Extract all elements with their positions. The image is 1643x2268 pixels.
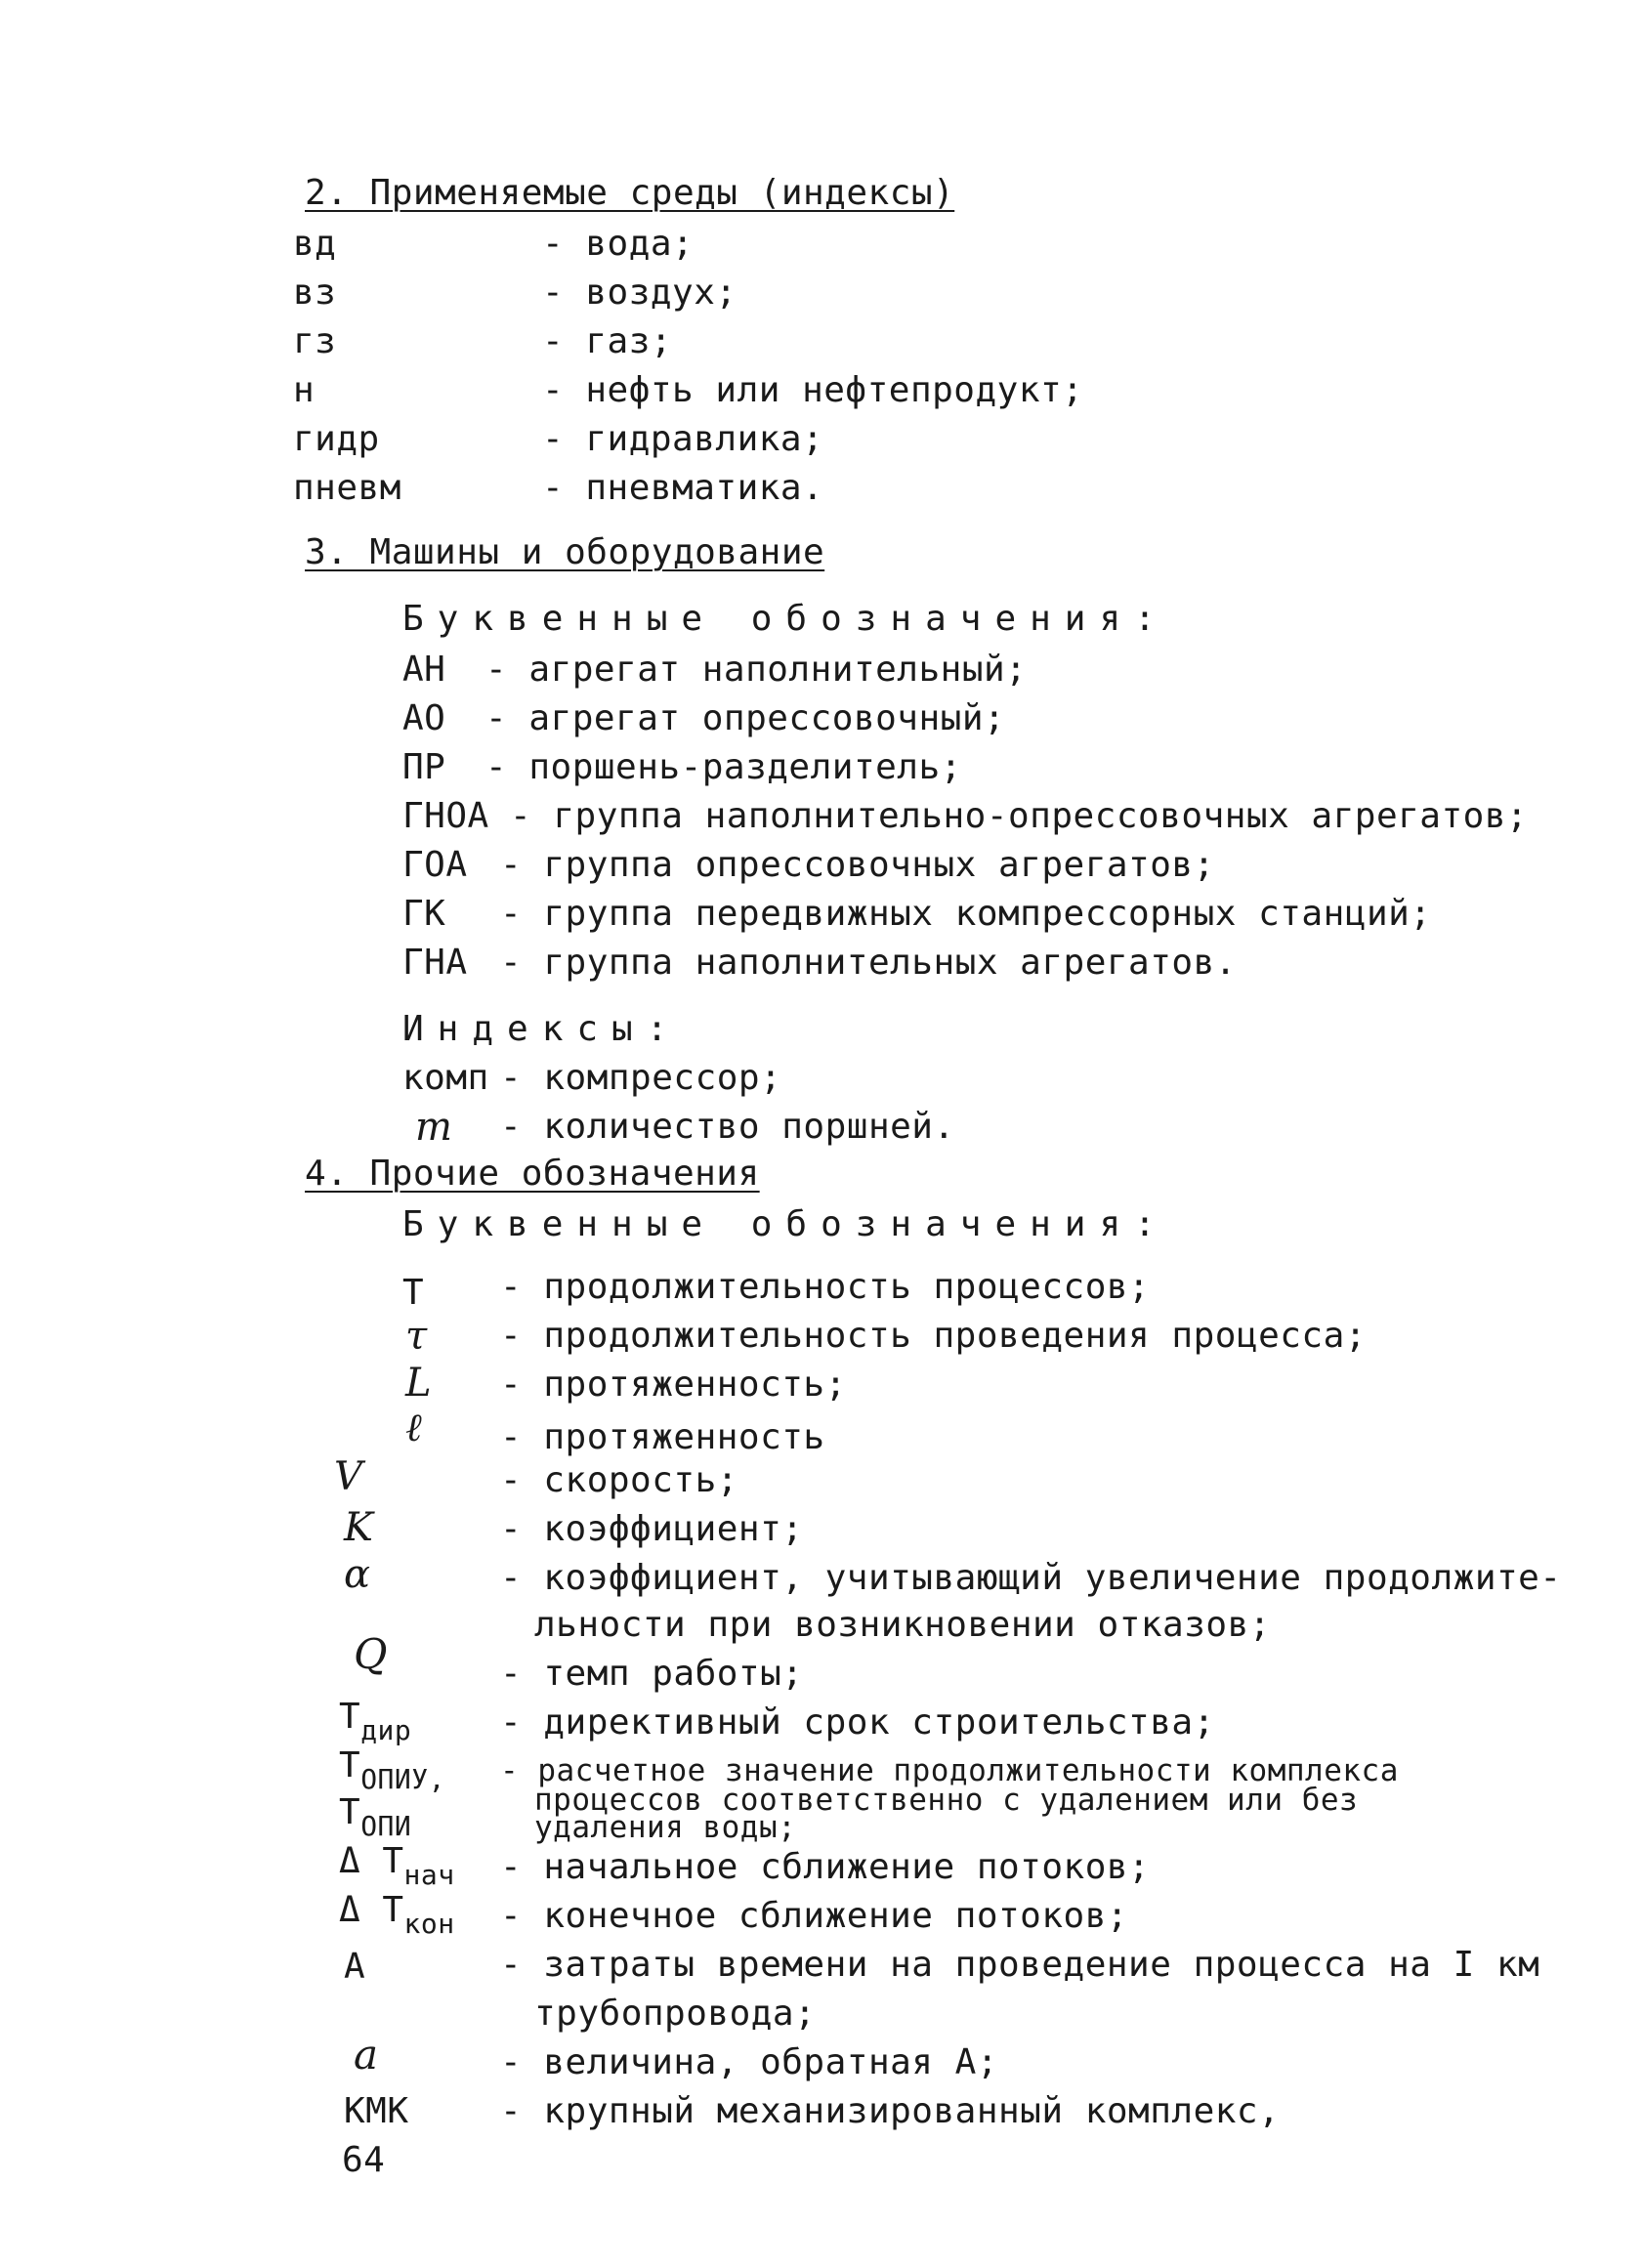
index-heading: Индексы: (402, 1009, 682, 1049)
symbol-main: Δ Т (339, 1841, 404, 1881)
machine-desc: - агрегат опрессовочный; (485, 698, 1006, 738)
symbol-main: Т (339, 1697, 361, 1737)
symbol-desc: - крупный механизированный комплекс, (500, 2091, 1281, 2131)
index-key: гидр (293, 419, 380, 459)
symbol-key (339, 1696, 412, 1746)
symbol-subscript: ОПИУ, (360, 1763, 445, 1795)
machine-key: ГНА (402, 943, 468, 983)
symbol-subscript: ОПИ (360, 1810, 412, 1842)
index-key: пневм (293, 468, 401, 508)
machine-key: ГОА (402, 845, 468, 885)
symbol-desc: - коэффициент; (500, 1509, 804, 1549)
symbol-key: α (344, 1552, 371, 1597)
machine-key: ПР (402, 747, 446, 787)
symbol-desc: - продолжительность проведения процесса; (500, 1316, 1367, 1356)
symbol-desc-cont: удаления воды; (534, 1810, 797, 1845)
symbol-key: L (405, 1361, 433, 1406)
symbol-key: КМК (344, 2091, 409, 2131)
symbol-main: Т (339, 1745, 361, 1785)
symbol-desc: - конечное сближение потоков; (500, 1896, 1129, 1936)
index-key: комп (402, 1058, 489, 1098)
symbol-desc: - коэффициент, учитывающий увеличение продолжите- (500, 1558, 1562, 1598)
symbol-subscript: кон (403, 1908, 455, 1940)
machine-key: АН (402, 650, 446, 690)
symbol-key (339, 1744, 445, 1795)
symbol-subscript: дир (360, 1714, 412, 1746)
symbol-desc: - расчетное значение продолжительности комплекса (500, 1753, 1399, 1788)
machine-desc: - группа опрессовочных агрегатов; (500, 845, 1215, 885)
symbol-key: K (344, 1505, 374, 1550)
symbol-desc: - протяженность; (500, 1365, 847, 1405)
symbol-key: ℓ (405, 1406, 423, 1450)
letters-heading: Буквенные обозначения: (402, 599, 1169, 639)
symbol-main: Δ Т (339, 1890, 404, 1930)
index-desc: - пневматика. (542, 468, 824, 508)
symbol-desc: - темп работы; (500, 1654, 804, 1694)
machine-desc: - группа наполнительно-опрессовочных агрегатов; (510, 796, 1529, 836)
symbol-key: А (344, 1947, 366, 1987)
symbol-key (339, 1889, 455, 1940)
symbol-desc: - продолжительность процессов; (500, 1267, 1151, 1307)
symbol-desc-cont: процессов соответственно с удалением или без (534, 1783, 1359, 1818)
symbol-desc-cont: льности при возникновении отказов; (534, 1605, 1271, 1645)
section-2-title: 2. Применяемые среды (индексы) (305, 173, 955, 213)
section-4-title: 4. Прочие обозначения (305, 1154, 760, 1194)
machine-desc: - группа наполнительных агрегатов. (500, 943, 1237, 983)
letters-heading: Буквенные обозначения: (402, 1204, 1169, 1244)
machine-key: ГК (402, 894, 446, 934)
machine-key: ГНОА (402, 796, 489, 836)
index-desc: - вода; (542, 224, 695, 264)
symbol-key (339, 1840, 455, 1891)
index-desc: - воздух; (542, 273, 737, 313)
index-desc: - количество поршней. (500, 1107, 955, 1147)
index-key-symbol: m (415, 1105, 453, 1150)
machine-key: АО (402, 698, 446, 738)
symbol-desc: - величина, обратная А; (500, 2042, 998, 2082)
symbol-subscript: нач (403, 1859, 455, 1891)
index-desc: - нефть или нефтепродукт; (542, 370, 1084, 410)
machine-desc: - поршень-разделитель; (485, 747, 962, 787)
machine-desc: - группа передвижных компрессорных станций; (500, 894, 1432, 934)
index-key: гз (293, 321, 337, 361)
symbol-key: Q (354, 1630, 388, 1678)
index-desc: - гидравлика; (542, 419, 824, 459)
symbol-desc-cont: трубопровода; (534, 1994, 817, 2034)
index-desc: - газ; (542, 321, 673, 361)
symbol-desc: - начальное сближение потоков; (500, 1847, 1151, 1887)
symbol-key (339, 1791, 412, 1842)
symbol-desc: - протяженность (500, 1417, 825, 1457)
page-number: 64 (342, 2140, 386, 2180)
symbol-desc: - директивный срок строительства; (500, 1702, 1215, 1743)
index-key: н (293, 370, 316, 410)
index-desc: - компрессор; (500, 1058, 782, 1098)
symbol-key: Т (402, 1273, 425, 1313)
symbol-desc: - затраты времени на проведение процесса на I км (500, 1945, 1540, 1985)
index-key: вд (293, 224, 337, 264)
index-key: вз (293, 273, 337, 313)
symbol-key: V (334, 1454, 363, 1499)
symbol-key: a (354, 2031, 379, 2079)
symbol-main: Т (339, 1792, 361, 1832)
symbol-desc: - скорость; (500, 1460, 738, 1500)
section-3-title: 3. Машины и оборудование (305, 532, 825, 572)
machine-desc: - агрегат наполнительный; (485, 650, 1028, 690)
symbol-key: τ (405, 1314, 428, 1359)
